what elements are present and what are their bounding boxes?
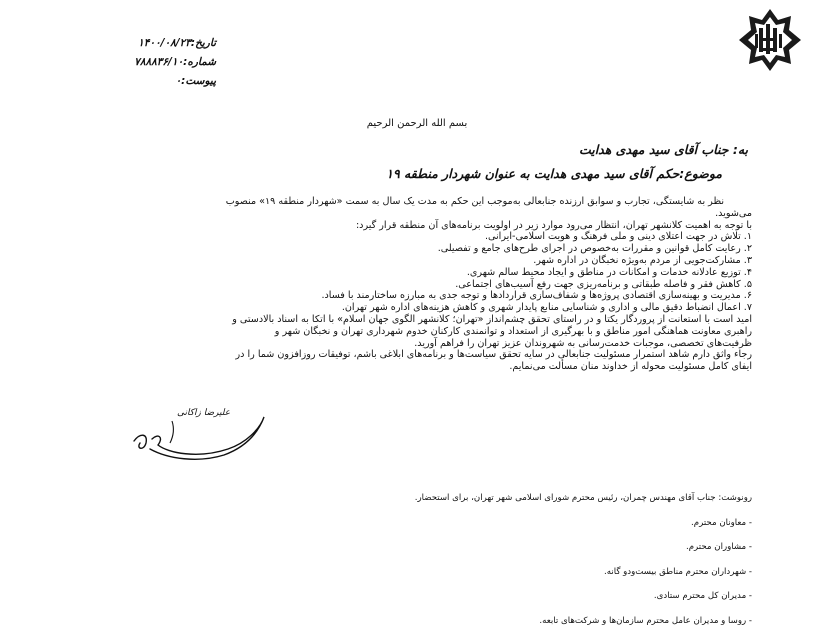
body-line: ۲. رعایت کامل قوانین و مقررات به‌خصوص در اجرای طرح‌های جامع و تفصیلی. (112, 243, 752, 255)
body-line: ۱. تلاش در جهت اعتلای دینی و ملی فرهنگ و هویت اسلامی-ایرانی. (112, 231, 752, 243)
body-line: ۳. مشارکت‌جویی از مردم به‌ویژه نخبگان در اداره شهر. (112, 255, 752, 267)
cc-item: - شهرداران محترم مناطق بیست‌ودو گانه. (232, 560, 752, 585)
body-line: ظرفیت‌های تخصصی، موجبات خدمت‌رسانی به شهروندان عزیز تهران را فراهم آورید. (112, 338, 752, 350)
body-line: ۷. اعمال انضباط دقیق مالی و اداری و شناسایی منابع پایدار شهری و کاهش هزینه‌های اداره شهر تهران. (112, 302, 752, 314)
body-line: می‌شوید. (112, 208, 752, 220)
cc-item: - روسا و مدیران عامل محترم سازمان‌ها و شرکت‌های تابعه. (232, 609, 752, 633)
letter-attachment: پیوست:۰ (46, 72, 216, 91)
signature-icon (128, 403, 268, 473)
cc-item: رونوشت: جناب آقای مهندس چمران، رئیس محترم شورای اسلامی شهر تهران، برای استحضار. (232, 486, 752, 511)
body-line: نظر به شایستگی، تجارب و سوابق ارزنده جنابعالی به‌موجب این حکم به مدت یک سال به سمت «شهردار منطقه ۱۹» منصوب (112, 196, 752, 208)
recipient: به: جناب آقای سید مهدی هدایت (579, 142, 748, 157)
body-line: ایفای کامل مسئولیت محوله از خداوند منان مسألت می‌نمایم. (112, 361, 752, 373)
cc-item: - معاونان محترم. (232, 511, 752, 536)
body-line: ۶. مدیریت و بهینه‌سازی اقتصادی پروژه‌ها و شفاف‌سازی قراردادها و توجه جدی به مبارزه ساختارمند با فساد. (112, 290, 752, 302)
bismillah: بسم الله الرحمن الرحیم (0, 118, 834, 129)
body-line: امید است با استعانت از پروردگار یکتا و در راستای تحقق چشم‌انداز «تهران؛ کلانشهر الگوی جهان اسلام» با اتکا به اسناد بالادستی و (112, 314, 752, 326)
cc-item: - مدیران کل محترم ستادی. (232, 584, 752, 609)
body-line: رجاء واثق دارم شاهد استمرار مسئولیت جنابعالی در سایه تحقق سیاست‌ها و برنامه‌های ابلاغی باشم، توفیقات روزافزون شما را در (112, 349, 752, 361)
letter-body (112, 196, 752, 373)
cc-list (232, 486, 752, 633)
tehran-municipality-logo-icon (738, 8, 802, 72)
body-line: ۵. کاهش فقر و فاصله طبقاتی و برنامه‌ریزی جهت رفع آسیب‌های اجتماعی. (112, 279, 752, 291)
letter-date: تاریخ:۱۴۰۰/۰۸/۲۳ (46, 34, 216, 53)
cc-item: - مشاوران محترم. (232, 535, 752, 560)
letter-number: شماره:۷۸۸۸۳۶/۱۰ (46, 53, 216, 72)
body-line: راهبری معاونت هماهنگی امور مناطق و با بهرگیری از استعداد و توانمندی کارکنان خدوم شهرداری تهران و نخبگان شهر و (112, 326, 752, 338)
signature-name: علیرضا زاکانی (177, 408, 230, 418)
body-line: ۴. توزیع عادلانه خدمات و امکانات در مناطق و ایجاد محیط سالم شهری. (112, 267, 752, 279)
letter-meta (46, 34, 216, 91)
body-line: با توجه به اهمیت کلانشهر تهران، انتظار می‌رود موارد زیر در اولویت برنامه‌های آن منطقه قرار گیرد: (112, 220, 752, 232)
subject: موضوع:حکم آقای سید مهدی هدایت به عنوان شهردار منطقه ۱۹ (386, 166, 722, 181)
